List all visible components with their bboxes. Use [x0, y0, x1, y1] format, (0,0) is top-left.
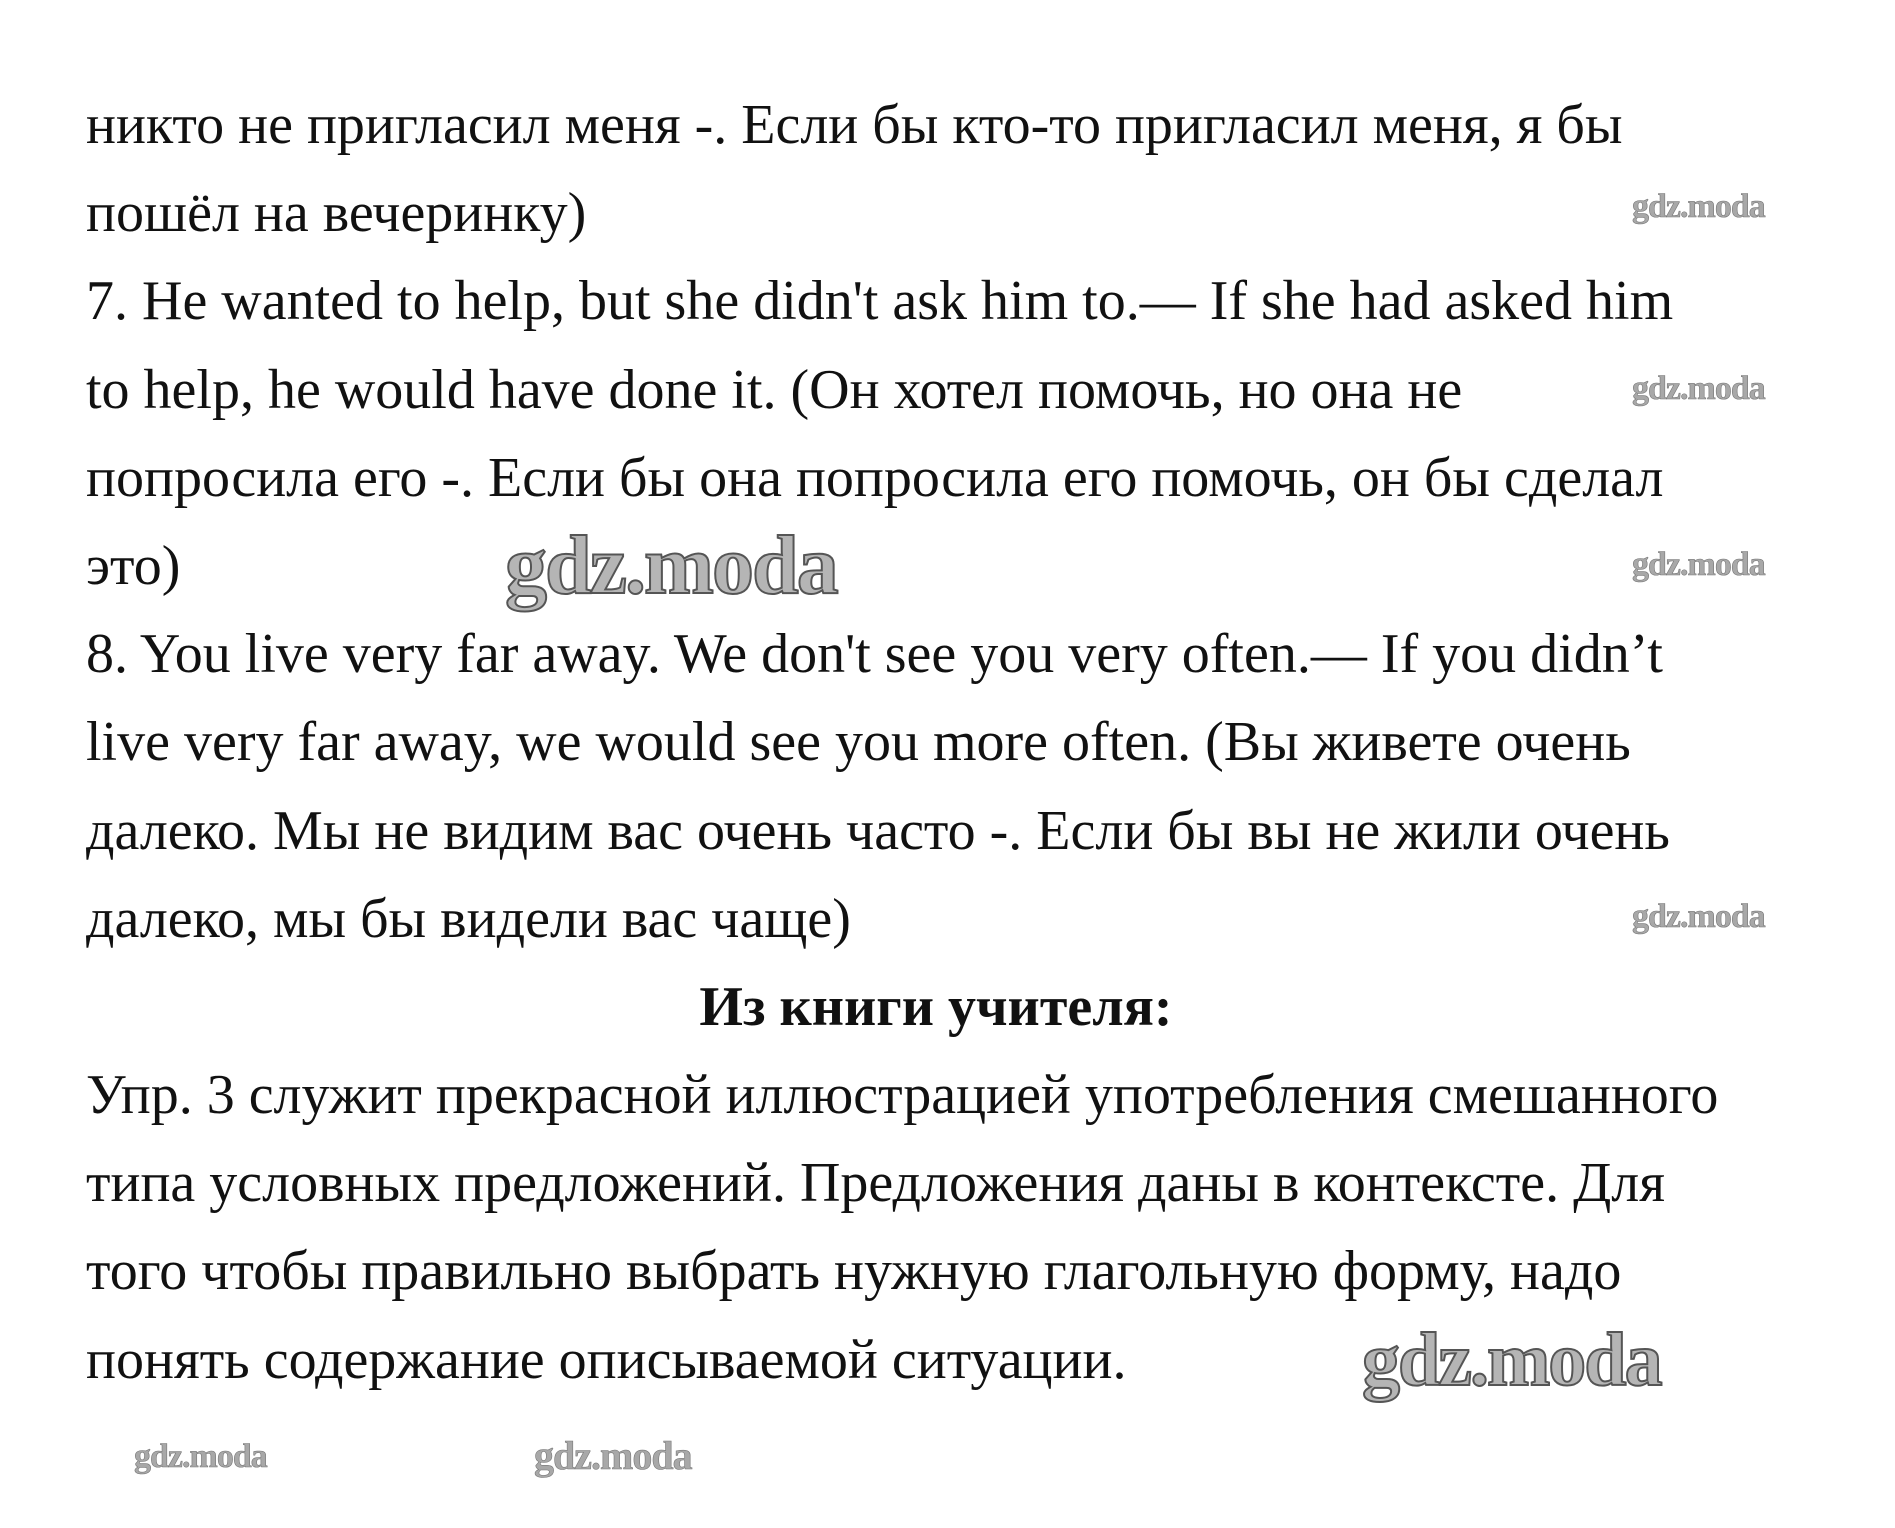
text-line: никто не пригласил меня -. Если бы кто-то пригласил меня, я бы: [86, 94, 1623, 156]
text-line: типа условных предложений. Предложения даны в контексте. Для: [86, 1152, 1665, 1215]
watermark: gdz.moda: [1632, 898, 1765, 935]
text-line: Упр. 3 служит прекрасной иллюстрацией употребления смешанного: [86, 1064, 1719, 1127]
watermark: gdz.moda: [1632, 370, 1765, 407]
section-heading: Из книги учителя:: [699, 975, 1173, 1038]
text-line-row: [86, 1139, 1866, 1227]
text-line-row: [86, 1227, 1866, 1315]
text-line-row: [86, 1051, 1866, 1139]
text-line: это): [86, 534, 181, 597]
text-line: пошёл на вечеринку): [86, 182, 587, 245]
section-heading-row: [86, 963, 1786, 1051]
text-line: 7. He wanted to help, but she didn't ask him to.— If she had asked him: [86, 270, 1674, 333]
text-line: to help, he would have done it. (Он хотел помочь, но она не: [86, 358, 1463, 421]
text-line-row: [86, 257, 1866, 345]
watermark: gdz.moda: [534, 1433, 692, 1478]
watermark: gdz.moda: [1362, 1318, 1661, 1402]
text-line: попросила его -. Если бы она попросила его помочь, он бы сделал: [86, 446, 1664, 509]
text-line-row: [86, 169, 1866, 257]
text-line: того чтобы правильно выбрать нужную глагольную форму, надо: [86, 1240, 1622, 1303]
text-line-row: [86, 787, 1866, 875]
text-line-row: [86, 875, 1866, 963]
text-line-row: [86, 434, 1866, 522]
watermark: gdz.moda: [134, 1438, 267, 1475]
text-line: далеко. Мы не видим вас очень часто -. Если бы вы не жили очень: [86, 799, 1670, 862]
text-line-row: [86, 346, 1866, 434]
watermark: gdz.moda: [1632, 546, 1765, 583]
text-line: далеко, мы бы видели вас чаще): [86, 887, 851, 950]
text-line-row: [86, 698, 1866, 786]
text-line: 8. You live very far away. We don't see you very often.— If you didn’t: [86, 623, 1663, 686]
text-line: live very far away, we would see you more often. (Вы живете очень: [86, 711, 1631, 774]
watermark: gdz.moda: [1632, 188, 1765, 225]
document-body: [86, 81, 1866, 1404]
text-line-row: [86, 81, 1866, 169]
text-line-row: [86, 610, 1866, 698]
watermark: gdz.moda: [505, 519, 837, 612]
text-line: понять содержание описываемой ситуации.: [86, 1328, 1127, 1391]
text-line-row: [86, 519, 1866, 612]
